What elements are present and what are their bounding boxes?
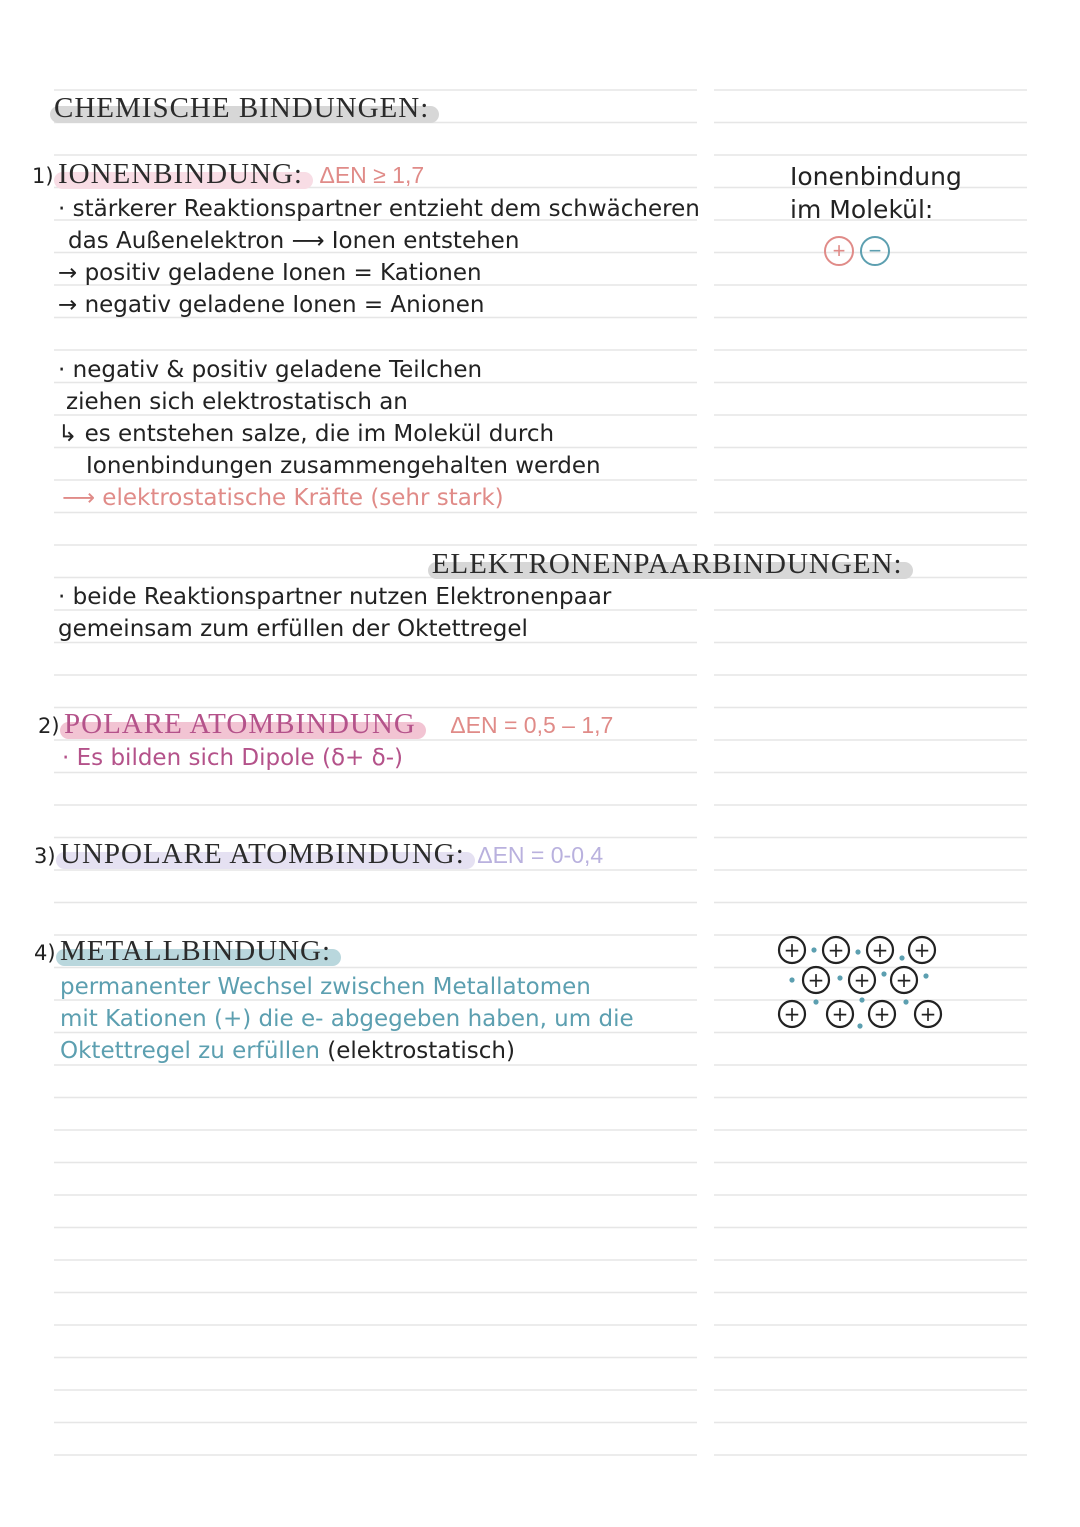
anion-icon: −	[860, 236, 890, 266]
metal-heading-row	[34, 935, 331, 968]
arrow-icon: ⟶	[62, 485, 103, 511]
metal-lattice-icon	[770, 930, 950, 1035]
polar-text: · Es bilden sich Dipole (δ+ δ-)	[62, 745, 403, 771]
cation-sign: +	[871, 938, 889, 962]
epb-heading: ELEKTRONENPAARBINDUNGEN:	[431, 548, 903, 580]
cation-sign: +	[831, 1002, 849, 1026]
section-number: 2)	[38, 714, 60, 738]
electron-dot	[789, 977, 794, 982]
electron-dot	[837, 975, 842, 980]
electron-dot	[859, 997, 864, 1002]
page-title: CHEMISCHE BINDUNGEN:	[54, 92, 430, 124]
ionic-en-value: ΔEN ≥ 1,7	[319, 162, 425, 188]
text-line: gemeinsam zum erfüllen der Oktettregel	[58, 616, 528, 642]
metal-text-block	[60, 971, 634, 1067]
side-note	[790, 160, 962, 226]
side-note-line: Ionenbindung	[790, 162, 962, 191]
section-number: 3)	[34, 844, 56, 868]
text-line: permanenter Wechsel zwischen Metallatomen	[60, 974, 591, 1000]
forces-line: ⟶ elektrostatische Kräfte (sehr stark)	[62, 485, 504, 511]
section-number: 4)	[34, 941, 56, 965]
cation-icon: +	[824, 236, 854, 266]
metal-heading: METALLBINDUNG:	[60, 935, 332, 967]
cation-sign: +	[873, 1002, 891, 1026]
electron-dot	[857, 1023, 862, 1028]
electron-dot	[881, 971, 886, 976]
cation-sign: +	[895, 968, 913, 992]
unpolar-heading: UNPOLARE ATOMBINDUNG:	[60, 838, 465, 870]
electron-dot	[813, 999, 818, 1004]
text-line: ↳ es entstehen salze, die im Molekül durch	[58, 421, 555, 447]
epb-text-block	[58, 581, 611, 645]
cation-sign: +	[783, 1002, 801, 1026]
text-line: · stärkerer Reaktionspartner entzieht dem schwächeren	[58, 196, 700, 222]
text-line: mit Kationen (+) die e- abgegeben haben, um die	[60, 1006, 634, 1032]
ionic-text-block-2	[58, 354, 601, 482]
cation-sign: +	[853, 968, 871, 992]
ionic-text-block	[58, 193, 700, 321]
cation-sign: +	[827, 938, 845, 962]
text-line: Ionenbindungen zusammengehalten werden	[86, 453, 601, 479]
cation-sign: +	[783, 938, 801, 962]
cation-sign: +	[913, 938, 931, 962]
unpolar-heading-row	[34, 838, 603, 871]
polar-en-value: ΔEN = 0,5 – 1,7	[450, 712, 614, 738]
electron-dot	[899, 955, 904, 960]
ionic-heading-row	[32, 158, 424, 191]
electron-dot	[855, 949, 860, 954]
electron-dot	[903, 999, 908, 1004]
cation-sign: +	[919, 1002, 937, 1026]
text-line: Oktettregel zu erfüllen (elektrostatisch)	[60, 1038, 515, 1064]
text-line: → positiv geladene Ionen = Kationen	[58, 260, 482, 286]
ionic-heading: IONENBINDUNG:	[58, 158, 303, 190]
ion-pair	[824, 236, 890, 266]
text-line: → negativ geladene Ionen = Anionen	[58, 292, 485, 318]
text-line: · beide Reaktionspartner nutzen Elektronenpaar	[58, 584, 612, 610]
cation-sign: +	[807, 968, 825, 992]
electron-dot	[923, 973, 928, 978]
electron-dot	[811, 947, 816, 952]
section-number: 1)	[32, 164, 54, 188]
side-note-line: im Molekül:	[790, 195, 934, 224]
polar-heading-row	[38, 708, 613, 741]
unpolar-en-value: ΔEN = 0-0,4	[477, 842, 604, 868]
text-line: ziehen sich elektrostatisch an	[66, 389, 408, 415]
text-line: das Außenelektron ⟶ Ionen entstehen	[68, 228, 520, 254]
polar-heading: POLARE ATOMBINDUNG	[64, 708, 416, 740]
text-line: · negativ & positiv geladene Teilchen	[58, 357, 483, 383]
